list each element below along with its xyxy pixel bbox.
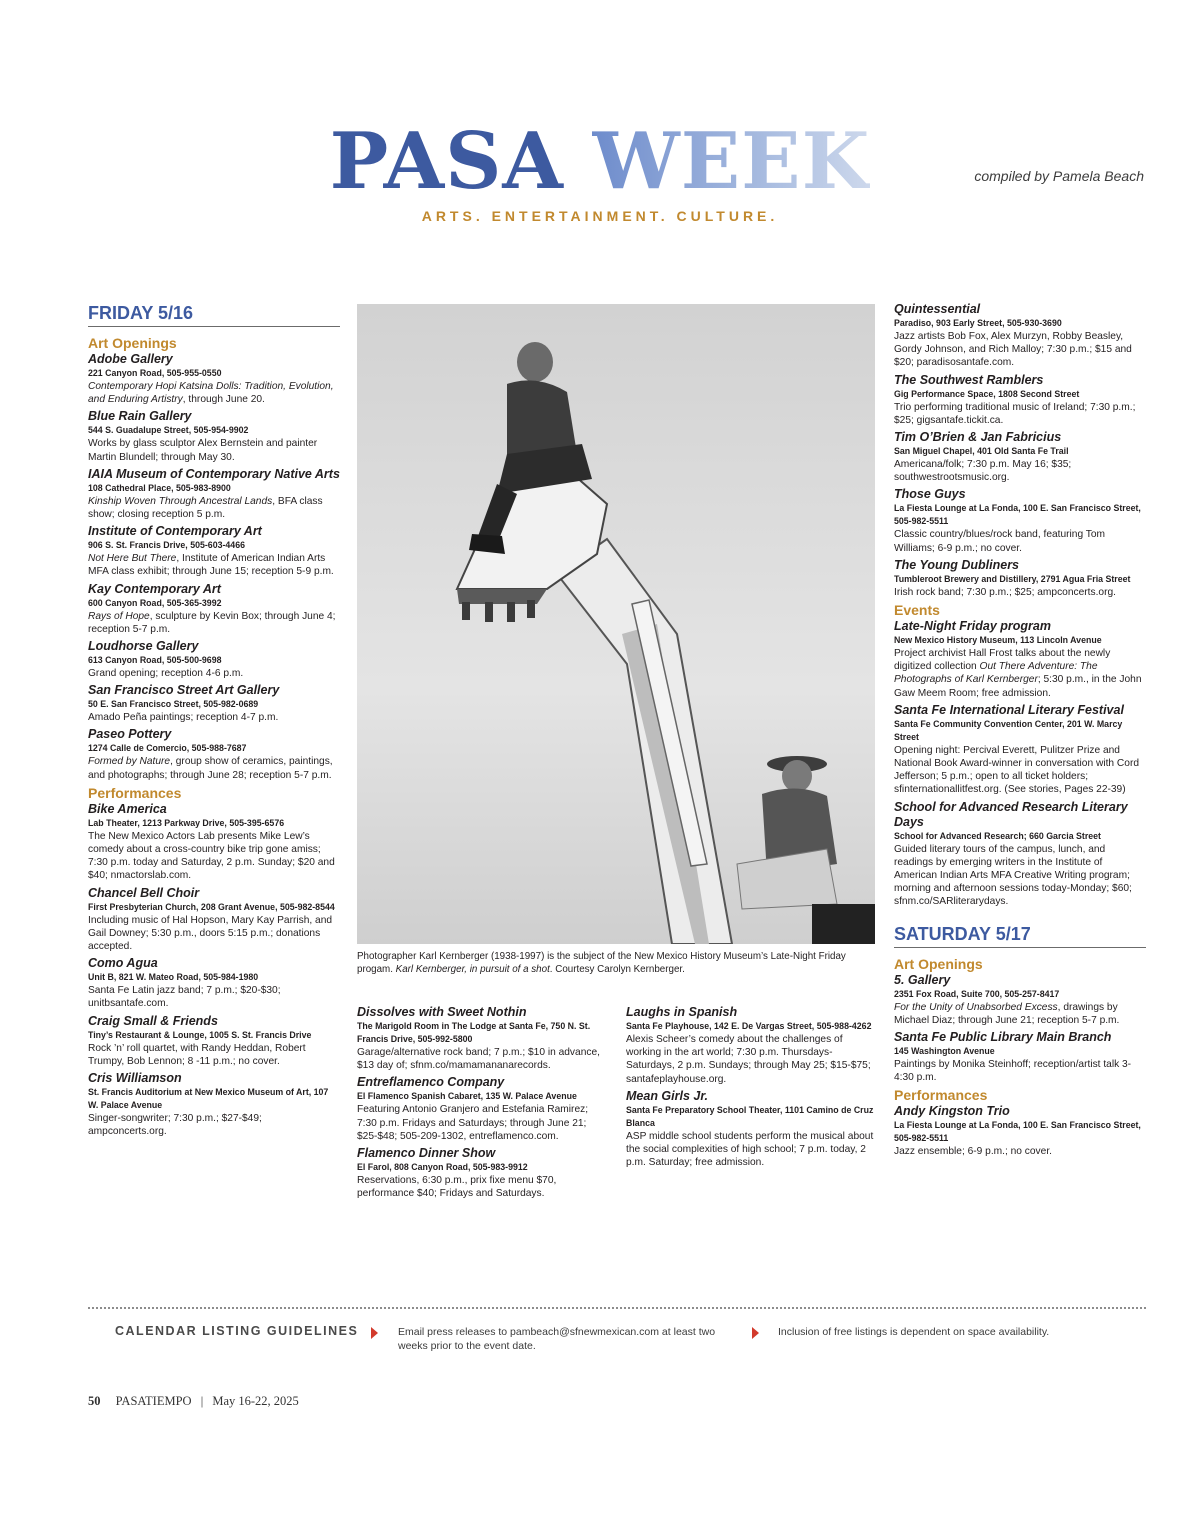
listing-address: 613 Canyon Road, 505-500-9698 xyxy=(88,655,222,666)
listing xyxy=(88,467,340,521)
listing-address: 600 Canyon Road, 505-365-3992 xyxy=(88,597,222,608)
photo-caption: Photographer Karl Kernberger (1938-1997) is the subject of the New Mexico History Museum’s Late-Night Friday progam. Karl Kernberger, in pursuit of a shot. Courtesy Carolyn Kernberger. xyxy=(357,951,846,975)
listing xyxy=(88,1014,340,1068)
category-art-openings: Art Openings xyxy=(88,335,177,351)
listing-description: Americana/folk; 7:30 p.m. May 16; $35; southwestrootsmusic.org. xyxy=(894,459,1072,484)
title-word-pasa: PASA xyxy=(329,116,564,207)
middle-left-column xyxy=(357,1005,607,1203)
listing-description: Including music of Hal Hopson, Mary Kay Parrish, and Gail Downey; 5:30 p.m., doors 5:15 p.m.; donations accepted. xyxy=(88,914,333,953)
day-heading-friday: FRIDAY 5/16 xyxy=(88,302,340,327)
listing-title: Quintessential xyxy=(894,302,981,316)
listing-title: Blue Rain Gallery xyxy=(88,409,192,424)
listing-description: Formed by Nature, group show of ceramics, paintings, and photographs; through June 28; reception 5-7 p.m. xyxy=(88,756,333,781)
listing-title: Craig Small & Friends xyxy=(88,1013,218,1028)
listing xyxy=(894,373,1146,427)
listing-description: Alexis Scheer’s comedy about the challenges of working in the art world; 7:30 p.m. Thursdays-Saturdays, 2 p.m. Sundays; through May 25; $15-$75; santafeplayhouse.org. xyxy=(626,1034,871,1085)
footer-separator: | xyxy=(200,1394,204,1408)
listing xyxy=(88,1071,340,1138)
listing-title: Those Guys xyxy=(894,487,966,502)
listing-address: 145 Washington Avenue xyxy=(894,1046,995,1057)
listing xyxy=(357,1146,607,1200)
guidelines-divider xyxy=(88,1307,1146,1309)
listing xyxy=(88,956,340,1010)
middle-right-column xyxy=(626,1005,876,1172)
listing-description: The New Mexico Actors Lab presents Mike Lew’s comedy about a cross-country bike trip gone amiss; 7:30 p.m. today and Saturday, 2 p.m. Sunday; $20 and $40; nmactorslab.com. xyxy=(88,830,335,882)
listing xyxy=(894,703,1146,797)
listing-title: Mean Girls Jr. xyxy=(626,1088,708,1103)
listing-title: Adobe Gallery xyxy=(88,352,173,366)
listing xyxy=(88,886,340,954)
listing-title: Paseo Pottery xyxy=(88,727,172,742)
guidelines-item: Inclusion of free listings is dependent on space availability. xyxy=(778,1326,1050,1338)
listing-description: Grand opening; reception 4-6 p.m. xyxy=(88,668,244,680)
listing-address: Santa Fe Community Convention Center, 201 W. Marcy Street xyxy=(894,718,1123,742)
listing-address: Tiny’s Restaurant & Lounge, 1005 S. St. Francis Drive xyxy=(88,1029,312,1040)
listing-title: School for Advanced Research Literary Days xyxy=(894,799,1128,829)
listing-address: Santa Fe Preparatory School Theater, 1101 Camino de Cruz Blanca xyxy=(626,1104,874,1128)
listing-description: Opening night: Percival Everett, Pulitzer Prize and National Book Award-winner in conversation with Cord Jefferson; 5 p.m.; open to all ticket holders; sfinternationallitfest.org. (See stories, Pages 22-39) xyxy=(894,744,1140,796)
listing xyxy=(894,558,1146,599)
listing-description: Featuring Antonio Granjero and Estefania Ramirez; 7:30 p.m. Fridays and Saturdays; through June 21; $25-$48; 505-209-1302, entreflamenco.com. xyxy=(357,1104,589,1142)
listing-address: St. Francis Auditorium at New Mexico Museum of Art, 107 W. Palace Avenue xyxy=(88,1087,329,1111)
photo-illustration xyxy=(357,304,875,944)
listing-title: Santa Fe International Literary Festival xyxy=(894,702,1124,717)
listing xyxy=(88,409,340,463)
listing xyxy=(894,302,1146,370)
listing-title: Loudhorse Gallery xyxy=(88,639,199,654)
listing-address: Lab Theater, 1213 Parkway Drive, 505-395-6576 xyxy=(88,817,285,828)
listing-description: Garage/alternative rock band; 7 p.m.; $10 in advance, $13 day of; sfnm.co/mamamananarecords. xyxy=(357,1047,600,1072)
listing-title: Bike America xyxy=(88,801,167,816)
listing-description: Rays of Hope, sculpture by Kevin Box; through June 4; reception 5-7 p.m. xyxy=(88,610,336,635)
listing-description: Paintings by Monika Steinhoff; reception/artist talk 3-4:30 p.m. xyxy=(894,1059,1132,1084)
listing-description: Trio performing traditional music of Ireland; 7:30 p.m.; $25; gigsantafe.tickit.ca. xyxy=(894,401,1136,426)
listing-title: San Francisco Street Art Gallery xyxy=(88,683,280,698)
listing-title: The Young Dubliners xyxy=(894,557,1020,572)
listing-address: 108 Cathedral Place, 505-983-8900 xyxy=(88,482,231,493)
listing xyxy=(88,352,340,406)
listing-address: El Farol, 808 Canyon Road, 505-983-9912 xyxy=(357,1162,528,1173)
listing-title: Institute of Contemporary Art xyxy=(88,524,262,539)
listing-address: New Mexico History Museum, 113 Lincoln Avenue xyxy=(894,635,1102,646)
listing-description: Kinship Woven Through Ancestral Lands, BFA class show; closing reception 5 p.m. xyxy=(88,495,323,521)
day-heading-saturday: SATURDAY 5/17 xyxy=(894,923,1146,948)
listing-title: Entreflamenco Company xyxy=(357,1075,505,1090)
tagline: ARTS. ENTERTAINMENT. CULTURE. xyxy=(421,208,779,224)
photo-karl-kernberger xyxy=(357,304,875,944)
listing-description: Jazz ensemble; 6-9 p.m.; no cover. xyxy=(894,1146,1052,1158)
listing-title: 5. Gallery xyxy=(894,972,951,987)
listing-title: IAIA Museum of Contemporary Native Arts xyxy=(88,466,340,481)
listing xyxy=(626,1089,876,1170)
listing-description: Guided literary tours of the campus, lunch, and readings by emerging writers in the Institute of American Indian Arts MFA Creative Writing program; morning and afternoon sessions today-Monday; $60; sfnm.co/SARliterarydays. xyxy=(894,843,1132,908)
right-column xyxy=(894,302,1146,1162)
listing-description: Reservations, 6:30 p.m., prix fixe menu $70, performance $40; Fridays and Saturdays. xyxy=(357,1175,557,1200)
listing xyxy=(357,1005,607,1072)
listing-title: Andy Kingston Trio xyxy=(894,1104,1010,1119)
listing-address: 50 E. San Francisco Street, 505-982-0689 xyxy=(88,699,259,710)
listing-title: Kay Contemporary Art xyxy=(88,581,221,596)
listing xyxy=(894,430,1146,484)
listing-address: El Flamenco Spanish Cabaret, 135 W. Palace Avenue xyxy=(357,1091,577,1102)
page-number: 50 xyxy=(88,1394,101,1408)
arrow-right-icon xyxy=(371,1327,378,1339)
listing-address: Tumbleroot Brewery and Distillery, 2791 Agua Fria Street xyxy=(894,573,1131,584)
category-performances: Performances xyxy=(88,784,182,801)
listing xyxy=(894,1104,1146,1158)
listing-title: Como Agua xyxy=(88,956,158,971)
listing-title: Flamenco Dinner Show xyxy=(357,1146,496,1161)
publication-name: PASATIEMPO xyxy=(115,1394,192,1408)
category-performances: Performances xyxy=(894,1087,988,1104)
listing-address: 221 Canyon Road, 505-955-0550 xyxy=(88,368,222,378)
listing-address: School for Advanced Research; 660 Garcia Street xyxy=(894,830,1101,841)
listing-description: Rock ’n’ roll quartet, with Randy Heddan, Robert Trumpy, Bob Lennon; 8 -11 p.m.; no cover. xyxy=(88,1042,306,1067)
listing xyxy=(88,727,340,781)
listing-description: Works by glass sculptor Alex Bernstein and painter Martin Blundell; through May 30. xyxy=(88,438,318,463)
listing xyxy=(88,683,340,724)
listing xyxy=(88,802,340,883)
listing-address: The Marigold Room in The Lodge at Santa Fe, 750 N. St. Francis Drive, 505-992-5800 xyxy=(357,1021,591,1044)
listing xyxy=(88,524,340,578)
listing-description: Irish rock band; 7:30 p.m.; $25; ampconcerts.org. xyxy=(894,586,1116,598)
listing-address: 2351 Fox Road, Suite 700, 505-257-8417 xyxy=(894,988,1060,999)
listing-address: First Presbyterian Church, 208 Grant Avenue, 505-982-8544 xyxy=(88,901,335,912)
listing-address: La Fiesta Lounge at La Fonda, 100 E. San Francisco Street, 505-982-5511 xyxy=(894,1120,1141,1144)
listing-address: 906 S. St. Francis Drive, 505-603-4466 xyxy=(88,540,245,551)
page-footer xyxy=(88,1394,299,1409)
listing-address: Unit B, 821 W. Mateo Road, 505-984-1980 xyxy=(88,972,259,983)
listing-address: La Fiesta Lounge at La Fonda, 100 E. San Francisco Street, 505-982-5511 xyxy=(894,503,1141,527)
listing xyxy=(357,1075,607,1143)
listing-title: The Southwest Ramblers xyxy=(894,372,1044,387)
listing-address: Paradiso, 903 Early Street, 505-930-3690 xyxy=(894,318,1062,328)
listing-description: Project archivist Hall Frost talks about the newly digitized collection Out There Adventure: The Photographs of Karl Kernberger; 5:30 p.m., in the John Gaw Meem Room; free admission. xyxy=(894,648,1142,699)
listing-description: Contemporary Hopi Katsina Dolls: Tradition, Evolution, and Enduring Artistry, through June 20. xyxy=(88,381,334,406)
arrow-right-icon xyxy=(752,1327,759,1339)
listing-address: Santa Fe Playhouse, 142 E. De Vargas Street, 505-988-4262 xyxy=(626,1021,872,1031)
listing xyxy=(88,639,340,680)
listing-title: Dissolves with Sweet Nothin xyxy=(357,1005,527,1019)
listing xyxy=(894,800,1146,909)
listing-address: 544 S. Guadalupe Street, 505-954-9902 xyxy=(88,425,249,436)
listing-address: San Miguel Chapel, 401 Old Santa Fe Trail xyxy=(894,446,1069,457)
listing-title: Tim O’Brien & Jan Fabricius xyxy=(894,430,1062,445)
guidelines-item: Email press releases to pambeach@sfnewmexican.com at least two weeks prior to the event date. xyxy=(398,1326,716,1352)
listing-description: Amado Peña paintings; reception 4-7 p.m. xyxy=(88,712,279,724)
listing-title: Cris Williamson xyxy=(88,1071,182,1086)
category-events: Events xyxy=(894,602,940,619)
listing-description: Not Here But There, Institute of American Indian Arts MFA class exhibit; through June 15; reception 5-9 p.m. xyxy=(88,553,334,578)
listing-title: Late-Night Friday program xyxy=(894,619,1051,634)
byline: compiled by Pamela Beach xyxy=(974,168,1144,184)
title-word-week: WEEK xyxy=(592,116,871,207)
listing-description: ASP middle school students perform the musical about the social complexities of high school; 7 p.m. today, 2 p.m. Saturday; free admission. xyxy=(626,1130,874,1169)
guidelines-label: CALENDAR LISTING GUIDELINES xyxy=(115,1324,359,1338)
listing xyxy=(894,619,1146,700)
listing-description: Jazz artists Bob Fox, Alex Murzyn, Robby Beasley, Gordy Johnson, and Rich Malloy; 7:30 p.m.; $15 and $20; paradisosantafe.com. xyxy=(894,331,1132,369)
listing-description: Santa Fe Latin jazz band; 7 p.m.; $20-$30; unitbsantafe.com. xyxy=(88,985,281,1010)
category-art-openings: Art Openings xyxy=(894,955,983,972)
listing xyxy=(894,973,1146,1027)
listing-address: Gig Performance Space, 1808 Second Street xyxy=(894,388,1080,399)
listing-description: Classic country/blues/rock band, featuring Tom Williams; 6-9 p.m.; no cover. xyxy=(894,529,1106,554)
listing-description: Singer-songwriter; 7:30 p.m.; $27-$49; ampconcerts.org. xyxy=(88,1113,262,1138)
listing-title: Santa Fe Public Library Main Branch xyxy=(894,1030,1112,1045)
listing-title: Chancel Bell Choir xyxy=(88,885,200,900)
listing-address: 1274 Calle de Comercio, 505-988-7687 xyxy=(88,743,247,754)
listing-title: Laughs in Spanish xyxy=(626,1005,738,1019)
page-title xyxy=(0,118,1200,206)
issue-dates: May 16-22, 2025 xyxy=(212,1394,299,1408)
friday-column xyxy=(88,302,340,1141)
listing-description: For the Unity of Unabsorbed Excess, drawings by Michael Diaz; through June 21; reception 5-7 p.m. xyxy=(894,1001,1120,1026)
listing xyxy=(894,1030,1146,1084)
listing xyxy=(894,487,1146,554)
listing xyxy=(88,582,340,636)
listing xyxy=(626,1005,876,1086)
